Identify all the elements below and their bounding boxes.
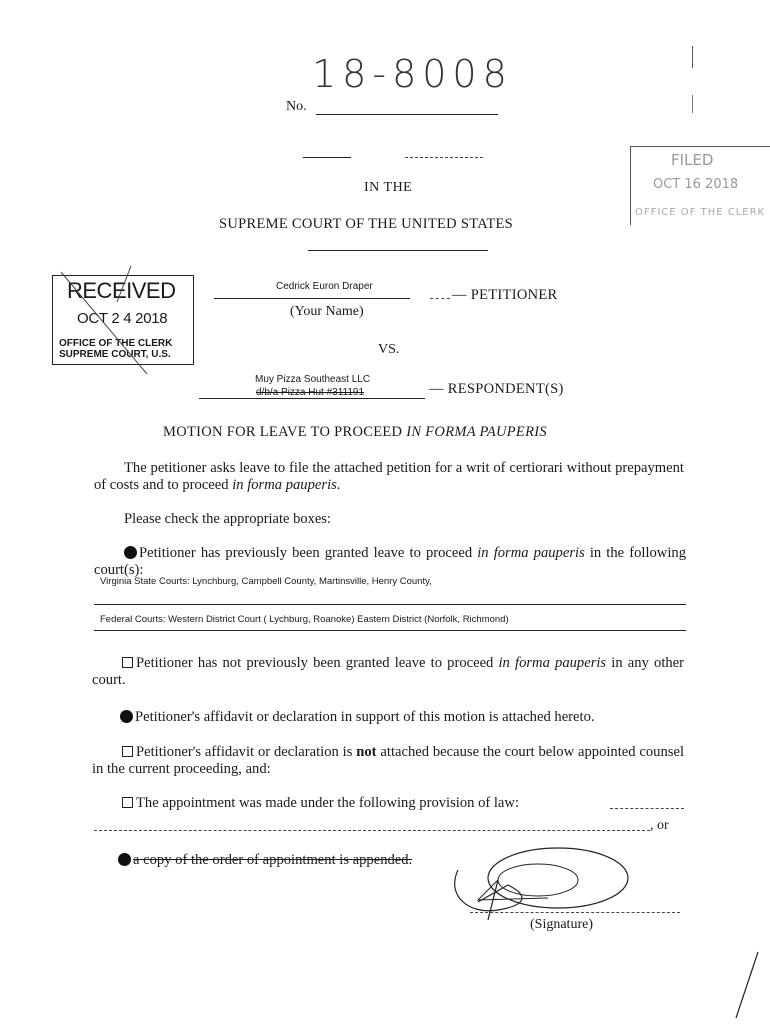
edge-mark [692,95,693,113]
checkbox-empty[interactable] [122,746,133,757]
petitioner-name: Cedrick Euron Draper [276,281,373,292]
or-label: , or [650,818,669,833]
motion-title-prefix: MOTION FOR LEAVE TO PROCEED [163,424,407,440]
stamp-scribble [51,262,171,382]
court-in-the: IN THE [364,180,413,195]
respondent-name-line1: Muy Pizza Southeast LLC [255,374,371,385]
received-stamp-line2: SUPREME COURT, U.S. [59,349,171,360]
option-previously-granted [94,545,686,579]
filed-stamp-office: OFFICE OF THE CLERK [635,207,766,218]
received-stamp [52,275,194,365]
divider [308,250,488,251]
filed-stamp [630,146,770,225]
motion-title [163,424,547,441]
option-affidavit-not-attached [92,744,684,778]
checkbox-filled[interactable] [120,710,133,723]
provision-line [610,808,684,809]
option1-courts-line1: Virginia State Courts: Lynchburg, Campbell County, Martinsville, Henry County, [100,576,432,587]
option1-text: Petitioner has previously been granted leave to proceed [139,545,478,561]
option2-end: in any other court. [92,655,685,688]
signature-label: (Signature) [530,917,593,932]
option1-courts-line2: Federal Courts: Western District Court ( Lychburg, Roanoke) Eastern District (Norfolk, Richmond) [100,614,509,625]
option4-text-a: Petitioner's affidavit or declaration is [136,744,357,760]
edge-line [730,950,760,1020]
received-stamp-line1: OFFICE OF THE CLERK [59,338,173,349]
intro-text: The petitioner asks leave to file the attached petition for a writ of certiorari without prepayment of costs and to proceed [94,460,684,493]
case-number-line [316,114,498,115]
received-stamp-title: RECEIVED [67,278,176,303]
intro-end: . [336,477,341,493]
case-number: 18-8008 [312,52,513,96]
option-not-previously-granted [92,655,684,689]
filed-stamp-date: OCT 16 2018 [653,177,739,192]
intro-paragraph [94,460,684,494]
courts-line [94,630,686,631]
option-affidavit-attached [120,709,700,726]
vs-label: VS. [378,342,400,357]
divider [405,157,483,158]
motion-title-italic: IN FORMA PAUPERIS [406,424,547,440]
option1-italic: in forma pauperis [477,545,585,561]
option5-text: The appointment was made under the following provision of law: [136,795,520,811]
filed-stamp-title: FILED [671,151,714,169]
respondent-name-line2: d/b/a Pizza Hut #311191 [256,387,365,398]
check-instruction: Please check the appropriate boxes: [124,511,331,527]
option2-text: Petitioner has not previously been granted leave to proceed [136,655,499,671]
signature-line [470,912,680,913]
checkbox-filled[interactable] [118,853,131,866]
petitioner-role: — PETITIONER [452,287,558,303]
checkbox-filled[interactable] [124,546,137,559]
checkbox-empty[interactable] [122,797,133,808]
petitioner-line [214,298,410,299]
provision-line [94,830,650,831]
respondent-role: — RESPONDENT(S) [429,381,564,397]
respondent-line [199,398,425,399]
your-name-label: (Your Name) [290,304,364,319]
petitioner-line-tail [430,298,450,299]
option1-end: in the following court(s): [94,545,686,578]
option4-bold: not [356,744,377,760]
option-order-appended [118,852,412,869]
option-appointment-provision [122,795,519,812]
option3-text: Petitioner's affidavit or declaration in support of this motion is attached hereto. [135,709,595,725]
edge-mark [692,46,693,68]
no-label: No. [286,99,307,114]
divider [303,157,351,158]
intro-italic: in forma pauperis [232,477,337,493]
option6-text: a copy of the order of appointment is appended. [133,852,413,868]
option2-italic: in forma pauperis [498,655,607,671]
checkbox-empty[interactable] [122,657,133,668]
option4-text-b: attached because the court below appointed counsel in the current proceeding, and: [92,744,684,777]
court-name: SUPREME COURT OF THE UNITED STATES [219,216,514,232]
received-stamp-date: OCT 2 4 2018 [77,310,168,327]
courts-line [94,604,686,605]
